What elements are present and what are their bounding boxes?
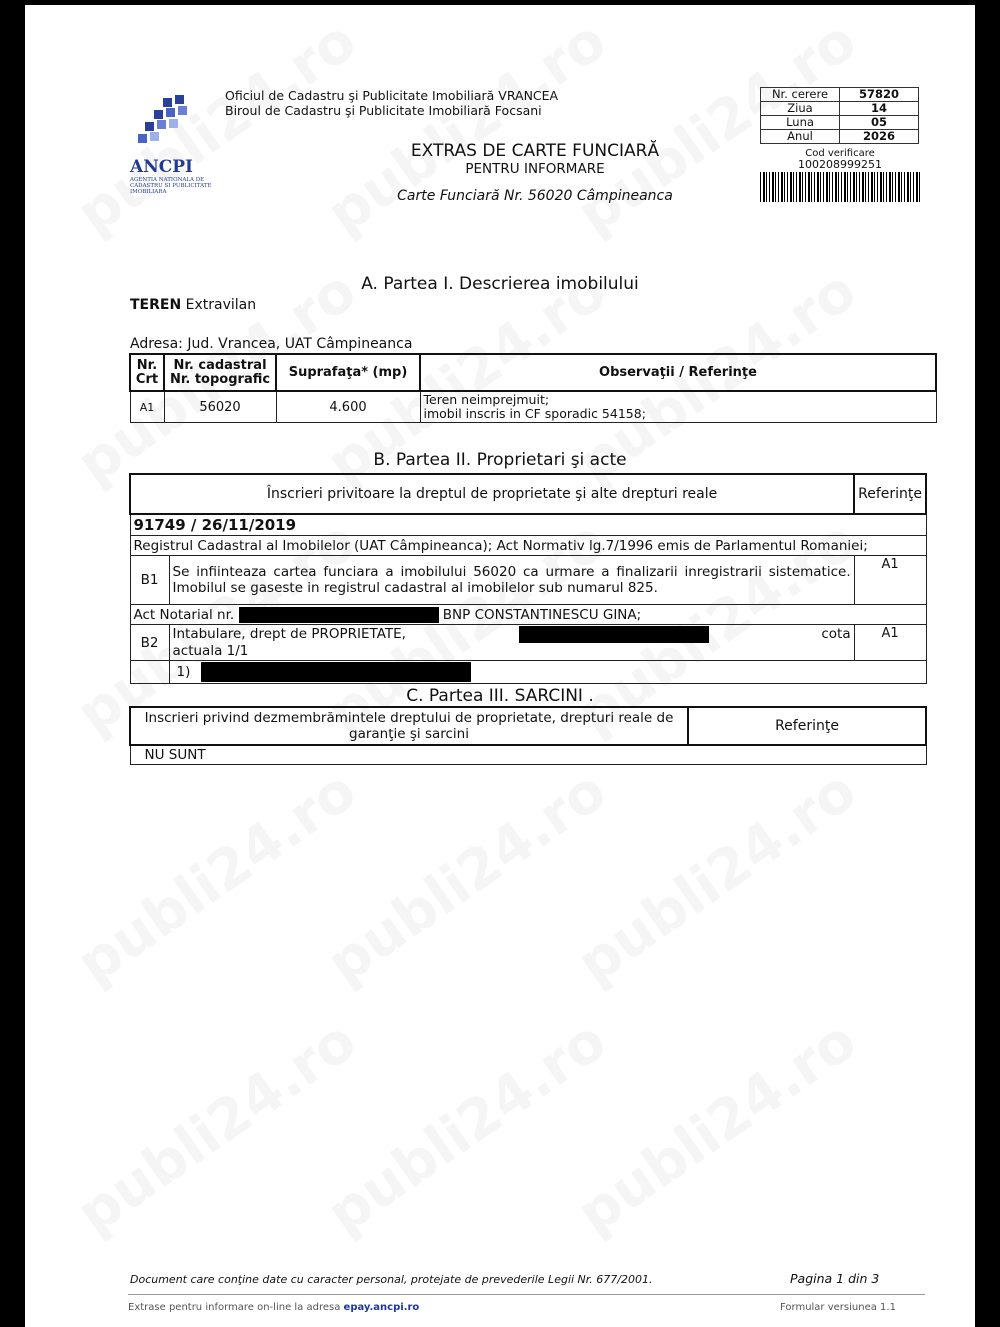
table-header-row (130, 707, 926, 745)
table-row (761, 116, 919, 130)
entry-text-b2-part: Intabulare, drept de PROPRIETATE, (172, 626, 406, 642)
request-value: 2026 (840, 130, 919, 144)
owner-number: 1) (176, 664, 191, 680)
request-value: 14 (840, 102, 919, 116)
registry-line: Registrul Cadastral al Imobilelor (UAT Câmpineanca); Act Normativ lg.7/1996 emis de Parlamentul Romaniei; (130, 536, 926, 556)
document-title: EXTRAS DE CARTE FUNCIARĂ (410, 141, 660, 161)
agency-bureau: Biroul de Cadastru şi Publicitate Imobiliară Focsani (225, 103, 542, 118)
entry-ref-b2: A1 (854, 625, 926, 661)
address-line (130, 336, 412, 352)
cell-cadastral: 56020 (164, 391, 276, 423)
property-type-detail: Extravilan (181, 297, 257, 313)
table-row (130, 661, 926, 684)
part-a-heading: A. Partea I. Descrierea imobilului (361, 274, 639, 294)
watermark (316, 758, 618, 997)
observation-line: Teren neimprejmuit; (423, 392, 550, 407)
header-references: Referinţe (688, 707, 926, 745)
header-encumbrances: Inscrieri privind dezmembrămintele dreptului de proprietate, drepturi reale de garanţie şi sarcini (130, 707, 688, 745)
table-row (130, 556, 926, 605)
request-label: Luna (761, 116, 840, 130)
table-header-row (130, 474, 926, 514)
redacted-block (239, 607, 439, 623)
privacy-note: Document care conţine date cu caracter personal, protejate de prevederile Legii Nr. 677/2001. (130, 1273, 653, 1286)
address-label: Adresa: (130, 336, 183, 352)
header-observations: Observaţii / Referinţe (420, 354, 936, 391)
notarial-prefix: Act Notarial nr. (133, 606, 235, 623)
notarial-suffix: BNP CONSTANTINESCU GINA; (442, 606, 642, 623)
agency-office: Oficiul de Cadastru şi Publicitate Imobiliară VRANCEA (225, 88, 559, 103)
request-value: 05 (840, 116, 919, 130)
notarial-act-line (130, 605, 926, 625)
form-version: Formular versiunea 1.1 (780, 1302, 896, 1313)
table-row (130, 605, 926, 625)
online-note (128, 1302, 419, 1313)
part-c-heading: C. Partea III. SARCINI . (406, 686, 594, 706)
agency-header (225, 88, 558, 118)
redacted-block (201, 662, 471, 682)
logo-text: ANCPI (130, 157, 193, 177)
logo-caption: AGENTIA NATIONALA DE CADASTRU SI PUBLICITATE IMOBILIARA (130, 177, 212, 195)
request-label: Anul (761, 130, 840, 144)
header-area: Suprafaţa* (mp) (276, 354, 420, 391)
cell-area: 4.600 (276, 391, 420, 423)
barcode-icon (760, 172, 920, 202)
footer-divider (128, 1294, 925, 1295)
document-subtitle: PENTRU INFORMARE (465, 161, 605, 177)
property-table (129, 353, 937, 423)
address-value: Jud. Vrancea, UAT Câmpineanca (182, 336, 413, 352)
table-row (761, 102, 919, 116)
entry-text-b2-line1 (173, 626, 851, 643)
owner-line (169, 661, 926, 684)
table-row (761, 88, 919, 102)
table-row (130, 625, 926, 661)
page-number: Pagina 1 din 3 (790, 1271, 880, 1286)
entry-text-b2-part: cota (821, 626, 851, 642)
table-row (130, 745, 926, 765)
entry-label-b2: B2 (130, 625, 169, 661)
header-references: Referinţe (854, 474, 926, 514)
table-row (761, 130, 919, 144)
part-b-heading: B. Partea II. Proprietari şi acte (373, 450, 627, 470)
header-cadastral: Nr. cadastral Nr. topografic (164, 354, 276, 391)
ownership-table (129, 473, 927, 684)
request-value: 57820 (840, 88, 919, 102)
cf-number: Carte Funciară Nr. 56020 Câmpineanca (397, 188, 673, 204)
document-page (25, 5, 975, 1327)
verification-code: 100208999251 (798, 158, 882, 171)
encumbrances-table (129, 706, 927, 765)
owner-spacer (130, 661, 169, 684)
request-label: Ziua (761, 102, 840, 116)
table-row (130, 391, 936, 423)
entry-ref-b1: A1 (854, 556, 926, 605)
online-site-link[interactable]: epay.ancpi.ro (343, 1302, 420, 1313)
watermark (566, 758, 868, 997)
entry-text-b2-part: actuala 1/1 (172, 643, 249, 659)
entry-id: 91749 / 26/11/2019 (130, 514, 926, 536)
cell-crt: A1 (130, 391, 164, 423)
table-row (130, 536, 926, 556)
entry-text-b2 (169, 625, 854, 661)
header-rights: Înscrieri privitoare la dreptul de proprietate şi alte drepturi reale (130, 474, 854, 514)
request-label: Nr. cerere (761, 88, 840, 102)
redacted-block (519, 626, 709, 643)
watermark (566, 1008, 868, 1247)
property-type (130, 297, 256, 313)
encumbrances-none: NU SUNT (130, 745, 926, 765)
table-row (130, 514, 926, 536)
entry-text-b1: Se infiinteaza cartea funciara a imobilului 56020 ca urmare a finalizarii inregistrarii sistematice. Imobilul se gaseste in registrul cadastral al imobilelor sub numarul 825. (169, 556, 854, 605)
watermark (316, 1008, 618, 1247)
property-type-main: TEREN (130, 297, 182, 313)
request-info-table (760, 87, 919, 144)
watermark (316, 8, 618, 247)
watermark (66, 1008, 368, 1247)
table-header-row (130, 354, 936, 391)
cell-observations (420, 391, 936, 423)
header-nr-crt: Nr. Crt (130, 354, 164, 391)
verification-label: Cod verificare (805, 148, 875, 159)
watermark (66, 758, 368, 997)
entry-label-b1: B1 (130, 556, 169, 605)
observation-line: imobil inscris in CF sporadic 54158; (423, 406, 646, 421)
online-prefix: Extrase pentru informare on-line la adresa (128, 1302, 344, 1313)
